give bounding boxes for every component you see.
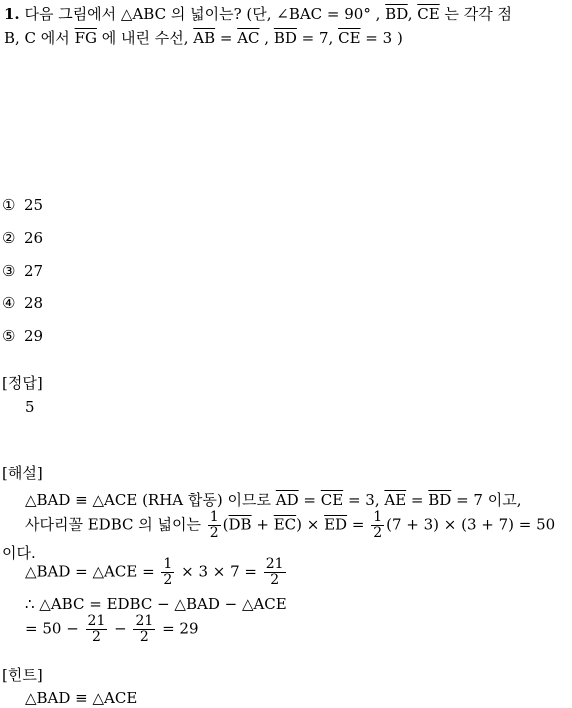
explanation-line-4 [25, 557, 288, 588]
fraction [208, 510, 221, 541]
segment-ab: $\overline{AB}$ [193, 29, 216, 47]
segment-ce: $\overline{CE}$ [417, 5, 440, 23]
segment-db: $\overline{DB}$ [228, 515, 252, 534]
fraction-numerator: 1 [163, 556, 173, 572]
explanation-line-3: 이다. [2, 544, 36, 562]
fraction [161, 557, 174, 588]
fraction-numerator: 21 [265, 556, 284, 572]
explanation-text: = 3, [343, 491, 385, 509]
question-line-1 [4, 3, 512, 24]
choice-value: 26 [24, 229, 44, 247]
fraction-denominator: 2 [163, 572, 173, 588]
fraction-numerator: 1 [209, 509, 219, 525]
plus: + [251, 515, 274, 534]
choice-mark: ⑤ [2, 327, 16, 345]
question-text: 다음 그림에서 △ABC 의 넓이는? (단, ∠BAC = 90° , [24, 5, 386, 23]
explanation-text: = 7 이고, [451, 491, 522, 509]
fraction [86, 614, 108, 645]
choice-3[interactable] [2, 262, 43, 280]
choice-4[interactable] [2, 294, 43, 312]
explanation-text: = 29 [157, 619, 199, 638]
explanation-text: △BAD ≡ △ACE (RHA 합동) 이므로 [25, 491, 276, 509]
segment-ec: $\overline{EC}$ [273, 515, 297, 534]
explanation-header: [해설] [2, 464, 43, 482]
question-text: B, C 에서 [4, 29, 75, 47]
choice-2[interactable] [2, 229, 43, 247]
fraction-denominator: 2 [373, 525, 383, 541]
fraction-denominator: 2 [270, 572, 280, 588]
choice-mark: ① [2, 196, 16, 214]
fraction-denominator: 2 [209, 525, 219, 541]
choice-value: 27 [24, 262, 44, 280]
question-text: 는 각각 점 [439, 5, 512, 23]
hint-text: △BAD ≡ △ACE [25, 689, 138, 707]
explanation-text: = 50 − [25, 619, 84, 638]
fraction-numerator: 21 [87, 613, 106, 629]
fraction [371, 510, 384, 541]
choice-value: 29 [24, 327, 44, 345]
fraction [264, 557, 286, 588]
question-text: 에 내린 수선, [96, 29, 194, 47]
segment-bd: $\overline{BD}$ [385, 5, 408, 23]
choice-mark: ② [2, 229, 16, 247]
answer-value: 5 [25, 398, 35, 416]
equals: = [347, 515, 370, 534]
segment-ae: $\overline{AE}$ [384, 491, 407, 509]
fraction-denominator: 2 [91, 629, 101, 645]
minus: − [109, 619, 132, 638]
explanation-text: × 3 × 7 = [176, 562, 262, 581]
question-number: 1. [4, 5, 20, 23]
choice-value: 25 [24, 196, 44, 214]
segment-bd: $\overline{BD}$ [273, 29, 297, 47]
choice-1[interactable] [2, 196, 43, 214]
choice-value: 28 [24, 294, 44, 312]
fraction [133, 614, 155, 645]
choice-mark: ④ [2, 294, 16, 312]
fraction-numerator: 21 [135, 613, 154, 629]
fraction-denominator: 2 [139, 629, 149, 645]
value-ce: = 3 ) [360, 29, 403, 47]
explanation-line-2 [25, 510, 555, 541]
choice-5[interactable] [2, 327, 43, 345]
equals: = [406, 491, 429, 509]
paren: ( [222, 515, 229, 534]
explanation-text: △BAD = △ACE = [25, 562, 160, 581]
explanation-text: (7 + 3) × (3 + 7) = 50 [386, 515, 556, 534]
segment-ce: $\overline{CE}$ [320, 491, 344, 509]
choice-mark: ③ [2, 262, 16, 280]
segment-ed: $\overline{ED}$ [324, 515, 348, 534]
times: ) × [296, 515, 325, 534]
equals: = [298, 491, 321, 509]
segment-ac: $\overline{AC}$ [237, 29, 260, 47]
value-bd: = 7, [296, 29, 339, 47]
segment-ce: $\overline{CE}$ [338, 29, 361, 47]
explanation-text: 사다리꼴 EDBC 의 넓이는 [25, 515, 206, 534]
segment-ad: $\overline{AD}$ [275, 491, 299, 509]
answer-header: [정답] [2, 374, 43, 392]
segment-bd: $\overline{BD}$ [428, 491, 452, 509]
separator: , [259, 29, 274, 47]
separator: , [407, 5, 418, 23]
explanation-line-6 [25, 614, 199, 645]
segment-fg: $\overline{FG}$ [74, 29, 97, 47]
hint-header: [힌트] [2, 666, 43, 684]
fraction-numerator: 1 [373, 509, 383, 525]
question-line-2 [4, 27, 403, 48]
explanation-line-1 [25, 489, 522, 510]
equals: = [215, 29, 238, 47]
explanation-line-5: ∴ △ABC = EDBC − △BAD − △ACE [25, 595, 287, 613]
